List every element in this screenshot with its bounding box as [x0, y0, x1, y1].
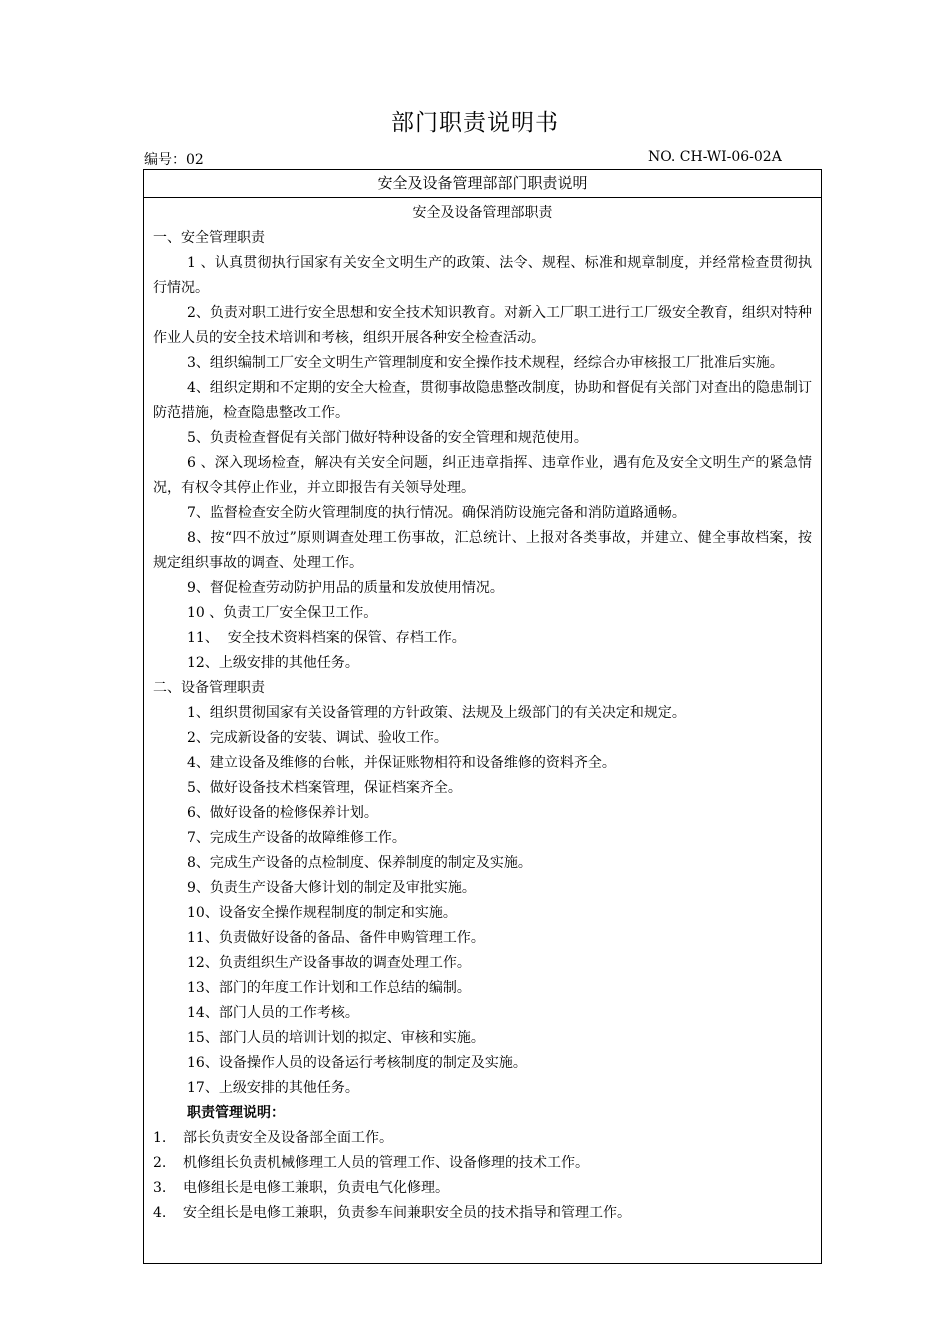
- safety-item: 5、负责检查督促有关部门做好特种设备的安全管理和规范使用。: [187, 430, 588, 446]
- note-number: 3.: [153, 1180, 167, 1196]
- equipment-item: 15、部门人员的培训计划的拟定、审核和实施。: [187, 1030, 485, 1046]
- equipment-item: 8、完成生产设备的点检制度、保养制度的制定及实施。: [187, 855, 532, 871]
- responsibility-table: [143, 169, 822, 1264]
- safety-item: 2、负责对职工进行安全思想和安全技术知识教育。对新入工厂职工进行工厂级安全教育，组织对特种作业人员的安全技术培训和考核，组织开展各种安全检查活动。: [153, 305, 812, 346]
- safety-item: 1 、认真贯彻执行国家有关安全文明生产的政策、法令、规程、标准和规章制度，并经常检查贯彻执行情况。: [153, 255, 812, 296]
- sub-title: 安全及设备管理部职责: [412, 205, 553, 221]
- note-number: 2.: [153, 1155, 167, 1171]
- equipment-item: 1、组织贯彻国家有关设备管理的方针政策、法规及上级部门的有关决定和规定。: [187, 705, 686, 721]
- note-text: 部长负责安全及设备部全面工作。: [183, 1130, 393, 1146]
- equipment-item: 6、做好设备的检修保养计划。: [187, 805, 378, 821]
- equipment-item: 14、部门人员的工作考核。: [187, 1005, 359, 1021]
- section-heading-equipment: 二、设备管理职责: [153, 680, 265, 696]
- safety-item: 6 、深入现场检查，解决有关安全问题，纠正违章指挥、违章作业，遇有危及安全文明生产的紧急情况，有权令其停止作业，并立即报告有关领导处理。: [153, 455, 812, 496]
- equipment-item: 9、负责生产设备大修计划的制定及审批实施。: [187, 880, 476, 896]
- note-number: 1.: [153, 1130, 167, 1146]
- document-code: NO. CH-WI-06-02A: [648, 149, 782, 165]
- equipment-item: 11、负责做好设备的备品、备件申购管理工作。: [187, 930, 485, 946]
- equipment-item: 17、上级安排的其他任务。: [187, 1080, 359, 1096]
- document-title: 部门职责说明书: [391, 110, 559, 136]
- note-text: 安全组长是电修工兼职，负责参车间兼职安全员的技术指导和管理工作。: [183, 1205, 631, 1221]
- note-number: 4.: [153, 1205, 167, 1221]
- equipment-item: 2、完成新设备的安装、调试、验收工作。: [187, 730, 448, 746]
- note-text: 机修组长负责机械修理工人员的管理工作、设备修理的技术工作。: [183, 1155, 589, 1171]
- note-item: [153, 1201, 812, 1226]
- safety-item: 4、组织定期和不定期的安全大检查，贯彻事故隐患整改制度，协助和督促有关部门对查出的隐患制订防范措施，检查隐患整改工作。: [153, 380, 812, 421]
- note-item: [153, 1176, 812, 1201]
- document-number: 编号：02: [144, 152, 204, 168]
- equipment-item: 16、设备操作人员的设备运行考核制度的制定及实施。: [187, 1055, 527, 1071]
- equipment-item: 13、部门的年度工作计划和工作总结的编制。: [187, 980, 471, 996]
- table-body: [144, 198, 821, 1226]
- safety-item: 12、上级安排的其他任务。: [187, 655, 359, 671]
- notes-heading: 职责管理说明：: [187, 1105, 285, 1121]
- safety-item: 10 、负责工厂安全保卫工作。: [187, 605, 378, 621]
- note-item: [153, 1126, 812, 1151]
- safety-item: 3、组织编制工厂安全文明生产管理制度和安全操作技术规程，经综合办审核报工厂批准后实施。: [187, 355, 784, 371]
- equipment-item: 7、完成生产设备的故障维修工作。: [187, 830, 406, 846]
- note-item: [153, 1151, 812, 1176]
- section-heading-safety: 一、安全管理职责: [153, 230, 265, 246]
- note-text: 电修组长是电修工兼职，负责电气化修理。: [183, 1180, 449, 1196]
- safety-item: 8、按“四不放过”原则调查处理工伤事故，汇总统计、上报对各类事故，并建立、健全事故档案，按规定组织事故的调查、处理工作。: [153, 530, 812, 571]
- equipment-item: 10、设备安全操作规程制度的制定和实施。: [187, 905, 457, 921]
- safety-item: 11、 安全技术资料档案的保管、存档工作。: [187, 630, 466, 646]
- safety-item: 9、督促检查劳动防护用品的质量和发放使用情况。: [187, 580, 504, 596]
- safety-item: 7、监督检查安全防火管理制度的执行情况。确保消防设施完备和消防道路通畅。: [187, 505, 686, 521]
- equipment-item: 12、负责组织生产设备事故的调查处理工作。: [187, 955, 471, 971]
- table-header: 安全及设备管理部部门职责说明: [144, 170, 821, 198]
- equipment-item: 5、做好设备技术档案管理，保证档案齐全。: [187, 780, 462, 796]
- equipment-item: 4、建立设备及维修的台帐，并保证账物相符和设备维修的资料齐全。: [187, 755, 616, 771]
